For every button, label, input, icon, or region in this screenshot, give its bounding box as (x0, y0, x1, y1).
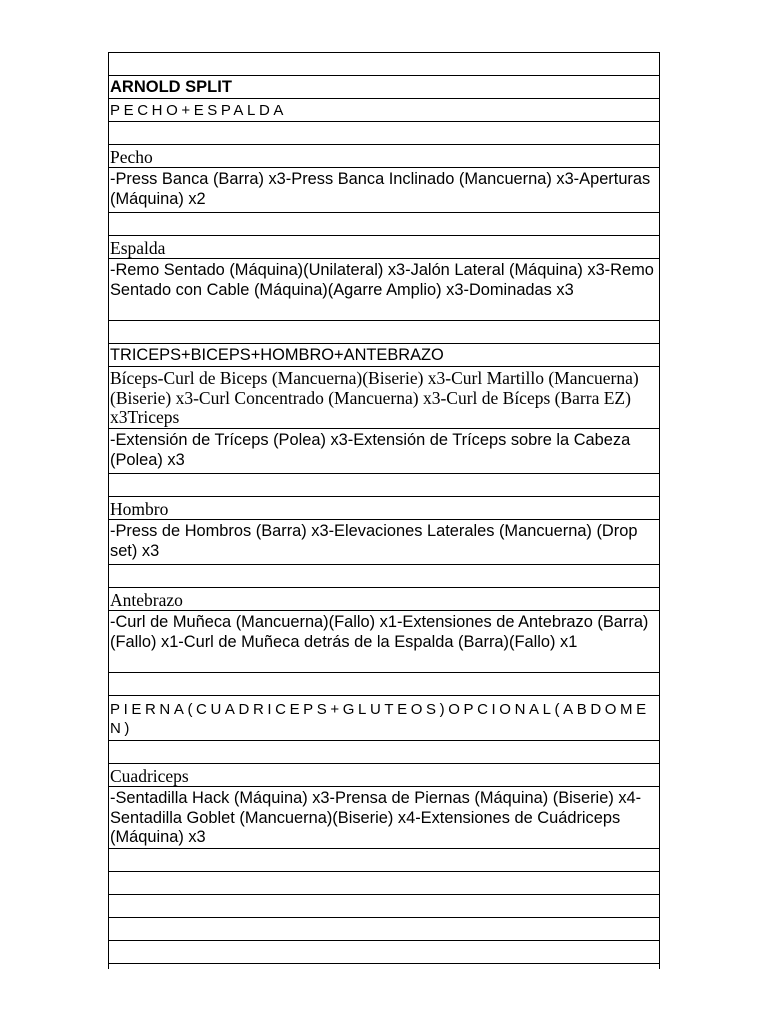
sheet-title: ARNOLD SPLIT (109, 75, 659, 98)
empty-row (109, 121, 659, 144)
empty-row (109, 917, 659, 940)
exercise-list-hombro: -Press de Hombros (Barra) x3-Elevaciones Laterales (Mancuerna) (Drop set) x3 (109, 519, 659, 564)
empty-row (109, 740, 659, 763)
empty-row (109, 212, 659, 235)
empty-row (109, 320, 659, 343)
section-heading-hombro: Hombro (109, 496, 659, 519)
empty-row (109, 848, 659, 871)
empty-row (109, 52, 659, 75)
exercise-list-cuadriceps: -Sentadilla Hack (Máquina) x3-Prensa de Piernas (Máquina) (Biserie) x4-Sentadilla Goblet (Mancuerna)(Biserie) x4-Extensiones de Cuádriceps (Máquina) x3 (109, 786, 659, 848)
empty-row (109, 564, 659, 587)
section-heading-cuadriceps: Cuadriceps (109, 763, 659, 786)
section-heading-espalda: Espalda (109, 235, 659, 258)
empty-row (109, 894, 659, 917)
exercise-list-espalda: -Remo Sentado (Máquina)(Unilateral) x3-Jalón Lateral (Máquina) x3-Remo Sentado con Cable (Máquina)(Agarre Amplio) x3-Dominadas x3 (109, 258, 659, 320)
empty-row (109, 473, 659, 496)
empty-row (109, 672, 659, 695)
exercise-list-antebrazo: -Curl de Muñeca (Mancuerna)(Fallo) x1-Extensiones de Antebrazo (Barra)(Fallo) x1-Curl de Muñeca detrás de la Espalda (Barra)(Fallo) x1 (109, 610, 659, 672)
workout-sheet (108, 52, 660, 969)
exercise-list-biceps: Bíceps-Curl de Biceps (Mancuerna)(Biserie) x3-Curl Martillo (Mancuerna)(Biserie) x3-Curl Concentrado (Mancuerna) x3-Curl de Bíceps (Barra EZ) x3Triceps (109, 366, 659, 428)
empty-row (109, 940, 659, 963)
empty-row (109, 871, 659, 894)
day-heading-pierna: PIERNA(CUADRICEPS+GLUTEOS)OPCIONAL(ABDOMEN) (109, 695, 659, 740)
section-heading-pecho: Pecho (109, 144, 659, 167)
exercise-list-pecho: -Press Banca (Barra) x3-Press Banca Inclinado (Mancuerna) x3-Aperturas (Máquina) x2 (109, 167, 659, 212)
day-heading-brazos: TRICEPS+BICEPS+HOMBRO+ANTEBRAZO (109, 343, 659, 366)
exercise-list-triceps: -Extensión de Tríceps (Polea) x3-Extensión de Tríceps sobre la Cabeza (Polea) x3 (109, 428, 659, 473)
section-heading-antebrazo: Antebrazo (109, 587, 659, 610)
day-heading-pecho-espalda: PECHO+ESPALDA (109, 98, 659, 121)
empty-row (109, 963, 659, 985)
